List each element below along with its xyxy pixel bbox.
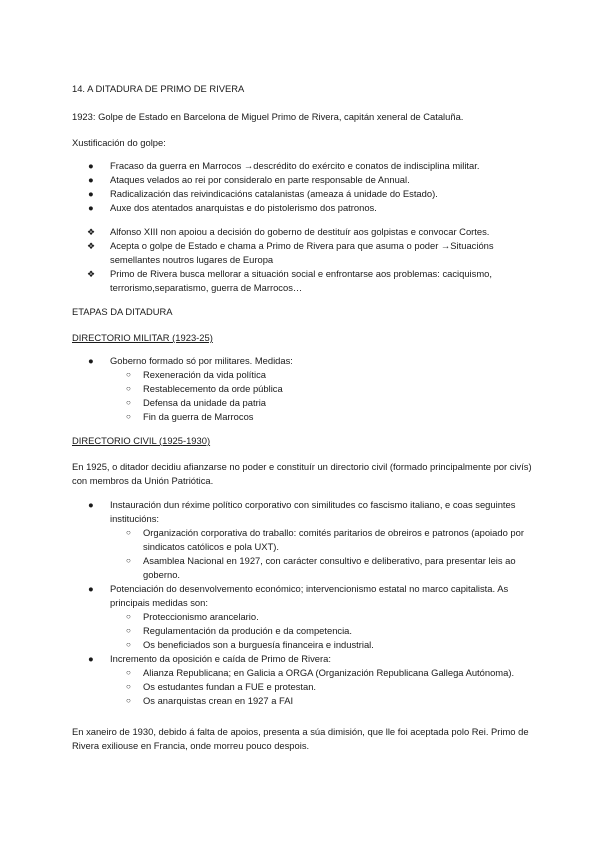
- sub-list-item: ○ Fin da guerra de Marrocos: [126, 411, 254, 422]
- circle-marker: ○: [126, 412, 131, 421]
- list-item: ● Radicalización das reivindicacións catalanistas (ameaza á unidade do Estado).: [88, 188, 438, 199]
- sub-list-item: ○ Asamblea Nacional en 1927, con carácter consultivo e deliberativo, para presentar leis ao goberno.: [126, 555, 516, 580]
- list-item: ● Ataques velados ao rei por consideralo en parte responsable de Annual.: [88, 174, 410, 185]
- conclusion-paragraph: En xaneiro de 1930, debido á falta de apoios, presenta a súa dimisión, que lle foi aceptada polo Rei. Primo de Rivera exiliouse en Francia, onde morreu pouco despois.: [72, 726, 529, 751]
- sub-list-item: ○ Restablecemento da orde pública: [126, 383, 283, 394]
- sub-list-item: ○ Alianza Republicana; en Galicia a ORGA (Organización Republicana Gallega Autónoma).: [126, 667, 515, 678]
- sub-list-item: ○ Defensa da unidade da patria: [126, 397, 267, 408]
- list-item: ● Fracaso da guerra en Marrocos →descrédito do exército e conatos de indisciplina militar.: [88, 160, 480, 171]
- sub-list-item: ○ Proteccionismo arancelario.: [126, 611, 259, 622]
- diamond-marker: ❖: [87, 241, 96, 251]
- list-item: ● Goberno formado só por militares. Medidas:: [88, 355, 293, 366]
- circle-marker: ○: [126, 370, 131, 379]
- list-item: ● Instauración dun réxime político corporativo con similitudes co fascismo italiano, e coas seguintes institucións:: [88, 499, 516, 524]
- militar-heading: DIRECTORIO MILITAR (1923-25): [72, 332, 213, 343]
- circle-marker: ○: [126, 696, 131, 705]
- circle-marker: ○: [126, 556, 131, 565]
- list-item: ● Potenciación do desenvolvemento económico; intervencionismo estatal no marco capitalista. As principais medidas son:: [88, 583, 509, 608]
- diamond-marker: ❖: [87, 227, 96, 237]
- militar-list: [72, 354, 542, 424]
- list-item: ❖ Acepta o golpe de Estado e chama a Primo de Rivera para que asuma o poder →Situacións semellantes noutros lugares de Europa: [87, 240, 494, 265]
- civil-heading: DIRECTORIO CIVIL (1925-1930): [72, 435, 211, 446]
- circle-marker: ○: [126, 640, 131, 649]
- bullet-marker: ●: [88, 583, 94, 594]
- bullet-marker: ●: [88, 653, 94, 664]
- xustificacion-list: [72, 159, 542, 215]
- sub-list-item: ○ Rexeneración da vida política: [126, 369, 266, 380]
- bullet-marker: ●: [88, 202, 94, 213]
- bullet-marker: ●: [88, 355, 94, 366]
- circle-marker: ○: [126, 398, 131, 407]
- bullet-marker: ●: [88, 160, 94, 171]
- list-item: ❖ Alfonso XIII non apoiou a decisión do goberno de destituír aos golpistas e convocar Cortes.: [87, 226, 490, 237]
- sub-list-item: ○ Os anarquistas crean en 1927 a FAI: [126, 695, 294, 706]
- civil-list: [72, 498, 542, 708]
- circle-marker: ○: [126, 626, 131, 635]
- sub-list-item: ○ Os beneficiados son a burguesía financeira e industrial.: [126, 639, 374, 650]
- sub-list-item: ○ Os estudantes fundan a FUE e protestan.: [126, 681, 317, 692]
- diamond-list: [72, 225, 542, 295]
- bullet-marker: ●: [88, 499, 94, 510]
- sub-list-item: ○ Regulamentación da produción e da competencia.: [126, 625, 352, 636]
- circle-marker: ○: [126, 612, 131, 621]
- page-title: 14. A DITADURA DE PRIMO DE RIVERA: [72, 83, 245, 94]
- circle-marker: ○: [126, 682, 131, 691]
- diamond-marker: ❖: [87, 269, 96, 279]
- list-item: ❖ Primo de Rivera busca mellorar a situación social e enfrontarse aos problemas: caciquismo, terrorismo,separatismo, guerra de Marrocos…: [87, 268, 492, 293]
- sub-list-item: ○ Organización corporativa do traballo: comités paritarios de obreiros e patronos (apoiado por sindicatos católicos e pola UXT).: [126, 527, 524, 552]
- bullet-marker: ●: [88, 174, 94, 185]
- list-item: ● Incremento da oposición e caída de Primo de Rivera:: [88, 653, 331, 664]
- civil-intro: En 1925, o ditador decidiu afianzarse no poder e constituír un directorio civil (formado principalmente por civís) con membros da Unión Patriótica.: [72, 461, 532, 486]
- etapas-heading: ETAPAS DA DITADURA: [72, 306, 173, 317]
- circle-marker: ○: [126, 528, 131, 537]
- list-item: ● Auxe dos atentados anarquistas e do pistolerismo dos patronos.: [88, 202, 377, 213]
- xustificacion-heading: Xustificación do golpe:: [72, 137, 166, 148]
- circle-marker: ○: [126, 668, 131, 677]
- intro-paragraph: 1923: Golpe de Estado en Barcelona de Miguel Primo de Rivera, capitán xeneral de Cataluña.: [72, 111, 464, 122]
- bullet-marker: ●: [88, 188, 94, 199]
- circle-marker: ○: [126, 384, 131, 393]
